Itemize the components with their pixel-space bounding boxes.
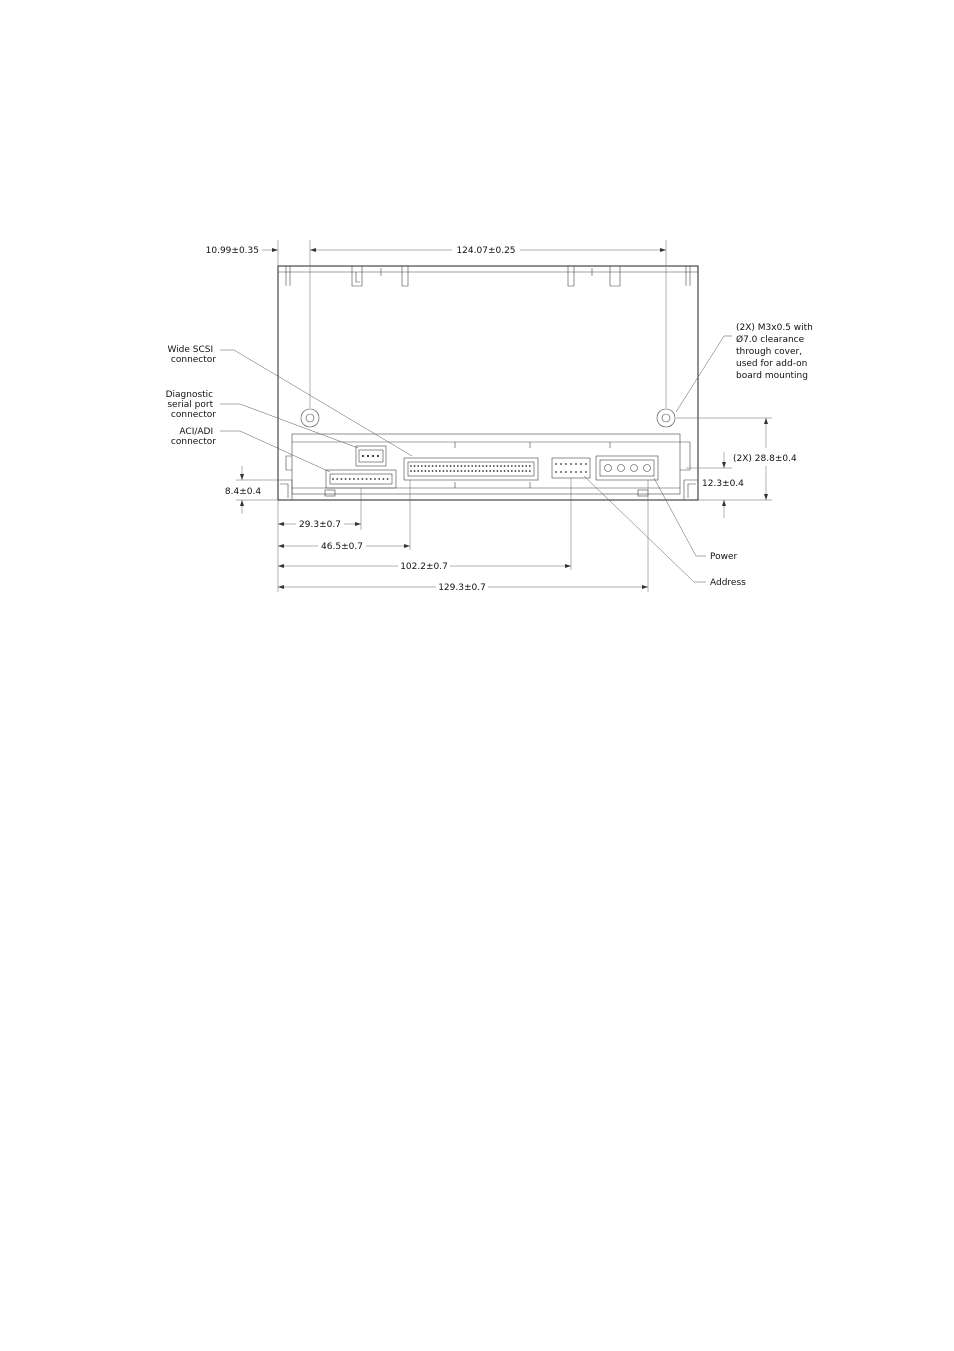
wide-scsi-connector [404, 458, 538, 480]
address-jumper-block [552, 458, 590, 478]
callout-power: Power [710, 552, 738, 562]
dim-29-label: 29.3±0.7 [299, 520, 341, 530]
dim-102-label: 102.2±0.7 [400, 562, 448, 572]
callout-labels [166, 323, 816, 588]
diagnostic-serial-connector [356, 446, 386, 466]
power-connector [596, 456, 658, 480]
dim-top-span-label: 124.07±0.25 [456, 246, 516, 256]
dim-top-left-label: 10.99±0.35 [205, 246, 259, 256]
dim-right-height-label: 12.3±0.4 [702, 479, 744, 489]
right-height-dimensions [676, 418, 797, 518]
mounting-holes [301, 409, 675, 427]
callout-aci-adi: ACI/ADI connector [170, 427, 216, 447]
callout-diagnostic: Diagnostic serial port connector [165, 390, 216, 420]
top-dimensions [206, 240, 666, 408]
callout-wide-scsi: Wide SCSI connector [167, 345, 216, 365]
callout-mounting: (2X) M3x0.5 with Ø7.0 clearance through cover, used for add-on board mounting [736, 323, 813, 381]
left-height-dimension [225, 466, 278, 514]
dim-left-height-label: 8.4±0.4 [224, 487, 262, 497]
dim-46-label: 46.5±0.7 [321, 542, 363, 552]
dim-right-2x-label: (2X) 28.8±0.4 [733, 454, 797, 464]
bottom-dimensions [278, 478, 648, 593]
aci-adi-connector [326, 470, 396, 488]
callout-address: Address [710, 578, 746, 588]
dim-129-label: 129.3±0.7 [438, 583, 486, 593]
callout-leaders [220, 336, 732, 582]
